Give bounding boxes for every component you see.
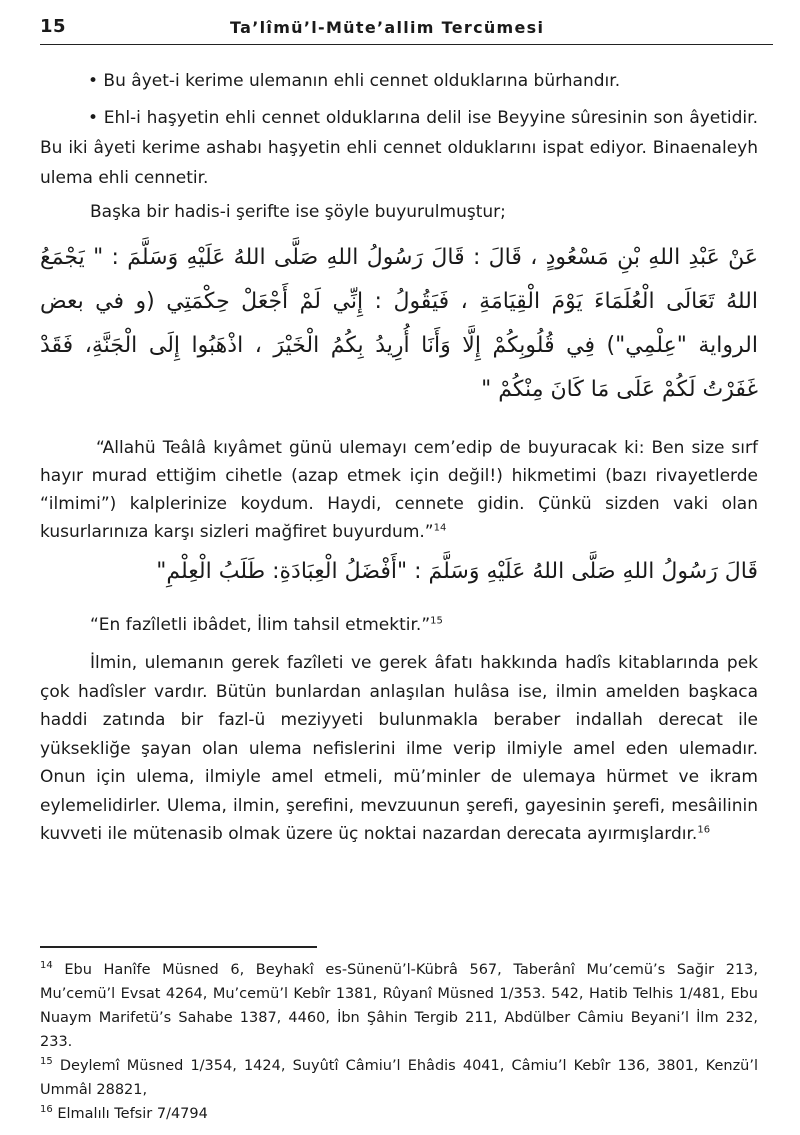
translation-2 xyxy=(40,610,758,640)
footnote-ref-15: 15 xyxy=(430,615,443,627)
running-title: Ta’lîmü’l-Müte’allim Tercümesi xyxy=(230,18,545,37)
footnote-15-number: 15 xyxy=(40,1056,53,1068)
footnotes xyxy=(40,958,758,1126)
header-rule xyxy=(40,44,773,45)
translation-1 xyxy=(40,434,758,546)
footnote-16-text: Elmalılı Tefsir 7/4794 xyxy=(57,1106,208,1122)
arabic-hadith-2: قَالَ رَسُولُ اللهِ صَلَّى اللهُ عَلَيْهِ وَسَلَّمَ : "أَفْضَلُ الْعِبَادَةِ: طَلَبُ الْعِلْمِ" xyxy=(156,559,758,584)
page-header xyxy=(40,14,773,42)
main-paragraph-text: İlmin, ulemanın gerek fazîleti ve gerek âfatı hakkında hadîs kitablarında pek çok hadîsler vardır. Bütün bunlardan anlaşılan hulâsa ise, ilmin amelden başkaca haddi zatında bir fazl-ü meziyyeti bulunmakla beraber indallah derecat ile yüksekliğe şayan olan ulema nefislerini ilme verip ilmiyle amel eden ulemadır. Onun için ulema, ilmiyle amel etmeli, mü’minler de ulemaya hürmet ve ikram eylemelidirler. Ulema, ilmin, şerefini, mevzuunun şerefi, gayesinin şerefi, mesâilinin kuvveti ile mütenasib olmak üzere üç noktai nazardan derecata ayırmışlardır. xyxy=(40,653,758,844)
page-number: 15 xyxy=(40,16,67,37)
arabic-hadith-1: عَنْ عَبْدِ اللهِ بْنِ مَسْعُودٍ ، قَالَ : قَالَ رَسُولُ اللهِ صَلَّى اللهُ عَلَيْهِ وَسَلَّمَ : " يَجْمَعُ اللهُ تَعَالَى الْعُلَمَاءَ يَوْمَ الْقِيَامَةِ ، فَيَقُولُ : إِنِّي لَمْ أَجْعَلْ حِكْمَتِي (و في بعض الرواية "عِلْمِي") فِي قُلُوبِكُمْ إِلَّا وَأَنَا أُرِيدُ بِكُمُ الْخَيْرَ ، اذْهَبُوا إِلَى الْجَنَّةِ، فَقَدْ غَفَرْتُ لَكُمْ عَلَى مَا كَانَ مِنْكُمْ " xyxy=(40,245,758,402)
lead-sentence: Başka bir hadis-i şerifte ise şöyle buyurulmuştur; xyxy=(90,202,506,222)
footnote-15-text: Deylemî Müsned 1/354, 1424, Suyûtî Câmiu’l Ehâdis 4041, Câmiu’l Kebîr 136, 3801, Kenzü’l Ummâl 28821, xyxy=(40,1058,759,1098)
footnote-14 xyxy=(40,958,758,1054)
footnote-16 xyxy=(40,1102,758,1126)
footnote-rule xyxy=(40,946,317,948)
footnote-14-number: 14 xyxy=(40,960,53,972)
translation-1-text: “Allahü Teâlâ kıyâmet günü ulemayı cem’edip de buyuracak ki: Ben size sırf hayır murad ettiğim cihetle (azap etmek için değil!) hikmetimi (bazı rivayetlerde “ilmimi”) kalplerinize koydum. Haydi, cennete gidin. Çünkü sizden vaki olan kusurlarınıza karşı sizleri mağfiret buyurdum.” xyxy=(40,438,758,542)
footnote-ref-16: 16 xyxy=(697,824,711,836)
footnote-15 xyxy=(40,1054,758,1102)
main-paragraph xyxy=(40,649,758,849)
footnote-16-number: 16 xyxy=(40,1104,53,1116)
footnote-ref-14: 14 xyxy=(433,522,447,534)
bullet-item-1: • Bu âyet-i kerime ulemanın ehli cennet olduklarına bürhandır. xyxy=(88,71,621,91)
translation-2-text: “En fazîletli ibâdet, İlim tahsil etmektir.” xyxy=(90,615,431,635)
bullet-item-2: • Ehl-i haşyetin ehli cennet olduklarına delil ise Beyyine sûresinin son âyetidir. Bu iki âyeti kerime ashabı haşyetin ehli cennet olduklarını ispat ediyor. Binaenaleyh ulema ehli cennetir. xyxy=(40,108,758,188)
footnote-14-text: Ebu Hanîfe Müsned 6, Beyhakî es-Sünenü’l-Kübrâ 567, Taberânî Mu’cemü’s Sağir 213, Mu’cemü’l Evsat 4264, Mu’cemü’l Kebîr 1381, Rûyanî Müsned 1/353. 542, Hatib Telhis 1/481, Ebu Nuaym Marifetü’s Sahabe 1387, 4460, İbn Şâhin Tergib 211, Abdülber Câmiu Beyani’l İlm 232, 233. xyxy=(40,962,759,1050)
